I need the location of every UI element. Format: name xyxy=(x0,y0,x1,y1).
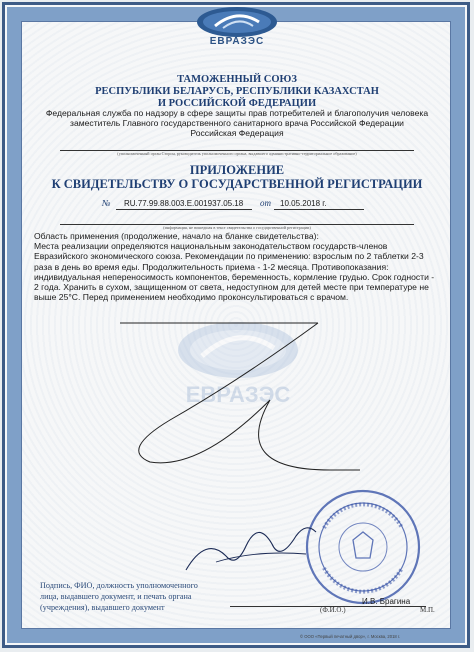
title-line-2: К СВИДЕТЕЛЬСТВУ О ГОСУДАРСТВЕННОЙ РЕГИСТРАЦИИ xyxy=(51,177,423,191)
authority-line-1: Федеральная служба по надзору в сфере защиты прав потребителей и благополучия человека xyxy=(45,108,429,118)
title-line-1: ПРИЛОЖЕНИЕ xyxy=(189,163,285,177)
header-line-2: РЕСПУБЛИКИ БЕЛАРУСЬ, РЕСПУБЛИКИ КАЗАХСТАН xyxy=(95,86,379,97)
signer-underline xyxy=(356,606,426,607)
authority-line-3: Российская Федерация xyxy=(190,128,284,138)
signature-caption-line-1: Подпись, ФИО, должность уполномоченного xyxy=(40,581,198,590)
signer-name: И.В. Брагина xyxy=(362,597,411,606)
stamp-place-label: М.П. xyxy=(420,606,435,614)
handwritten-signature xyxy=(176,506,326,586)
signature-caption-line-2: лица, выдавшего документ, и печать органа xyxy=(40,592,192,601)
printer-imprint: © ООО «Первый печатный двор», г. Москва, 2018 г. xyxy=(300,634,401,639)
scope-text: Места реализации определяются национальным законодательством государств-членов Евразийского экономического союза. Рекомендации по применению: взрослым по 2 таблетки 2-3 раза в день во время еды. Продолжительность приема - 1-2 месяца. Противопоказания: индивидуальная непереносимость компонентов, беременность, кормление грудью. Срок годности - 2 года. Хранить в сухом, защищенном от света, недоступном для детей месте при температуре не выше 25°С. Перед применением необходимо проконсультироваться с врачом. xyxy=(34,241,435,303)
header-line-1: ТАМОЖЕННЫЙ СОЮЗ xyxy=(177,74,297,85)
watermark-text: ЕВРАЗЭС xyxy=(185,382,291,407)
number-label: № xyxy=(102,198,111,208)
header-line-3: И РОССИЙСКОЙ ФЕДЕРАЦИИ xyxy=(157,98,317,109)
certificate-number: RU.77.99.88.003.Е.001937.05.18 xyxy=(124,199,244,208)
signature-caption-line-3: (учреждения), выдавшего документ xyxy=(40,603,165,612)
scope-heading: Область применения (продолжение, начало на бланке свидетельства): xyxy=(34,231,319,241)
logo-text: ЕВРАЗЭС xyxy=(209,36,265,47)
authority-line-2: заместитель Главного государственного санитарного врача Российской Федерации xyxy=(70,118,404,128)
info-caption: (информация, не вошедшая в текст свидетельства о государственной регистрации) xyxy=(163,225,311,230)
certificate-date: 10.05.2018 г. xyxy=(280,199,327,208)
fio-label: (Ф.И.О.) xyxy=(320,606,346,614)
authority-caption: (уполномоченный орган Сторон, руководитель уполномоченного органа, выдавшего административно-территориальное образование) xyxy=(117,151,357,156)
date-label: от xyxy=(260,198,271,208)
